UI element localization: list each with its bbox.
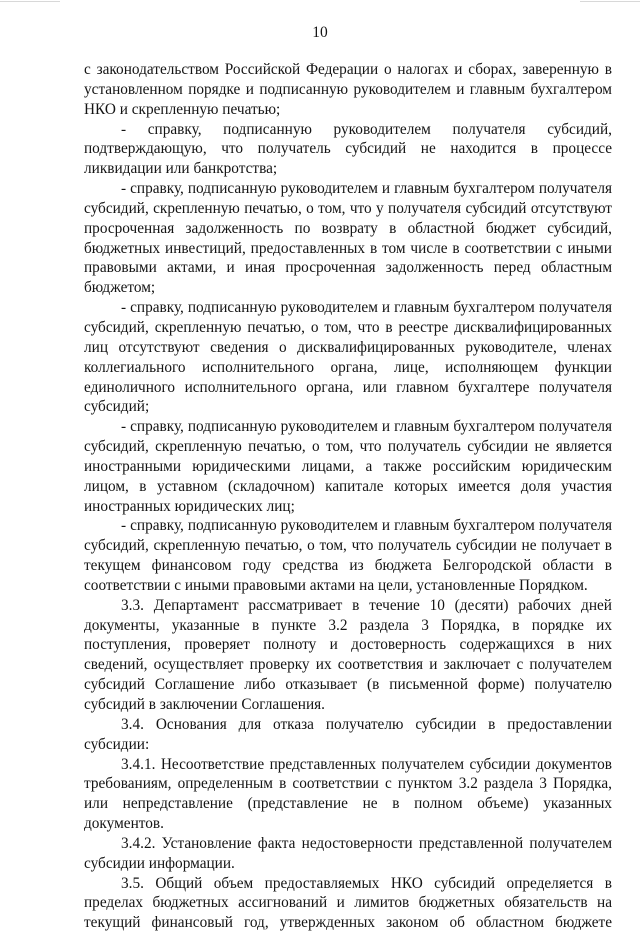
paragraph: - справку, подписанную руководителем и главным бухгалтером получателя субсидий, скрепленную печатью, о том, что получатель субсидии не получает в текущем финансовом году средства из бюджета Белгородской области в соответствии с иными правовыми актами на цели, установленные Порядком. <box>84 517 612 594</box>
paragraph: - справку, подписанную руководителем и главным бухгалтером получателя субсидий, скрепленную печатью, о том, что в реестре дисквалифицированных лиц отсутствуют сведения о дисквалифицированных руководителе, членах коллегиального исполнительного органа, лице, исполняющем функции единоличного исполнительного органа, или главном бухгалтере получателя субсидий; <box>84 299 612 416</box>
paragraph: 3.4. Основания для отказа получателю субсидии в предоставлении субсидии: <box>84 715 612 753</box>
paragraph: 3.4.2. Установление факта недостоверности представленной получателем субсидии информации. <box>84 834 612 872</box>
paragraph: 3.5. Общий объем предоставляемых НКО субсидий определяется в пределах бюджетных ассигнований и лимитов бюджетных обязательств на текущий финансовый год, утвержденных законом об областном бюджете <box>84 874 612 932</box>
paragraph: - справку, подписанную руководителем и главным бухгалтером получателя субсидий, скрепленную печатью, о том, что получатель субсидии не является иностранными юридическими лицами, а также российским юридическим лицом, в уставном (складочном) капитале которых имеется доля участия иностранных юридических лиц; <box>84 418 612 515</box>
paragraph: - справку, подписанную руководителем получателя субсидий, подтверждающую, что получатель субсидий не находится в процессе ликвидации или банкротства; <box>84 120 612 178</box>
page-number: 10 <box>312 24 328 41</box>
paragraph: 3.3. Департамент рассматривает в течение 10 (десяти) рабочих дней документы, указанные в пункте 3.2 раздела 3 Порядка, в порядке их поступления, проверяет полноту и достоверность содержащихся в них сведений, осуществляет проверку их соответствия и заключает с получателем субсидий Соглашение либо отказывает (в письменной форме) получателю субсидий в заключении Соглашения. <box>84 596 612 713</box>
document-body <box>84 60 612 933</box>
paragraph: - справку, подписанную руководителем и главным бухгалтером получателя субсидий, скрепленную печатью, о том, что у получателя субсидий отсутствуют просроченная задолженность по возврату в областной бюджет субсидий, бюджетных инвестиций, предоставленных в том числе в соответствии с иными правовыми актами, и иная просроченная задолженность перед областным бюджетом; <box>84 180 612 297</box>
scan-edge-mark <box>580 1 640 2</box>
paragraph: 3.4.1. Несоответствие представленных получателем субсидии документов требованиям, определенным в соответствии с пунктом 3.2 раздела 3 Порядка, или непредставление (представление не в полном объеме) указанных документов. <box>84 755 612 833</box>
scan-edge-mark <box>0 1 60 2</box>
paragraph: с законодательством Российской Федерации о налогах и сборах, заверенную в установленном порядке и подписанную руководителем и главным бухгалтером НКО и скрепленную печатью; <box>84 61 612 118</box>
